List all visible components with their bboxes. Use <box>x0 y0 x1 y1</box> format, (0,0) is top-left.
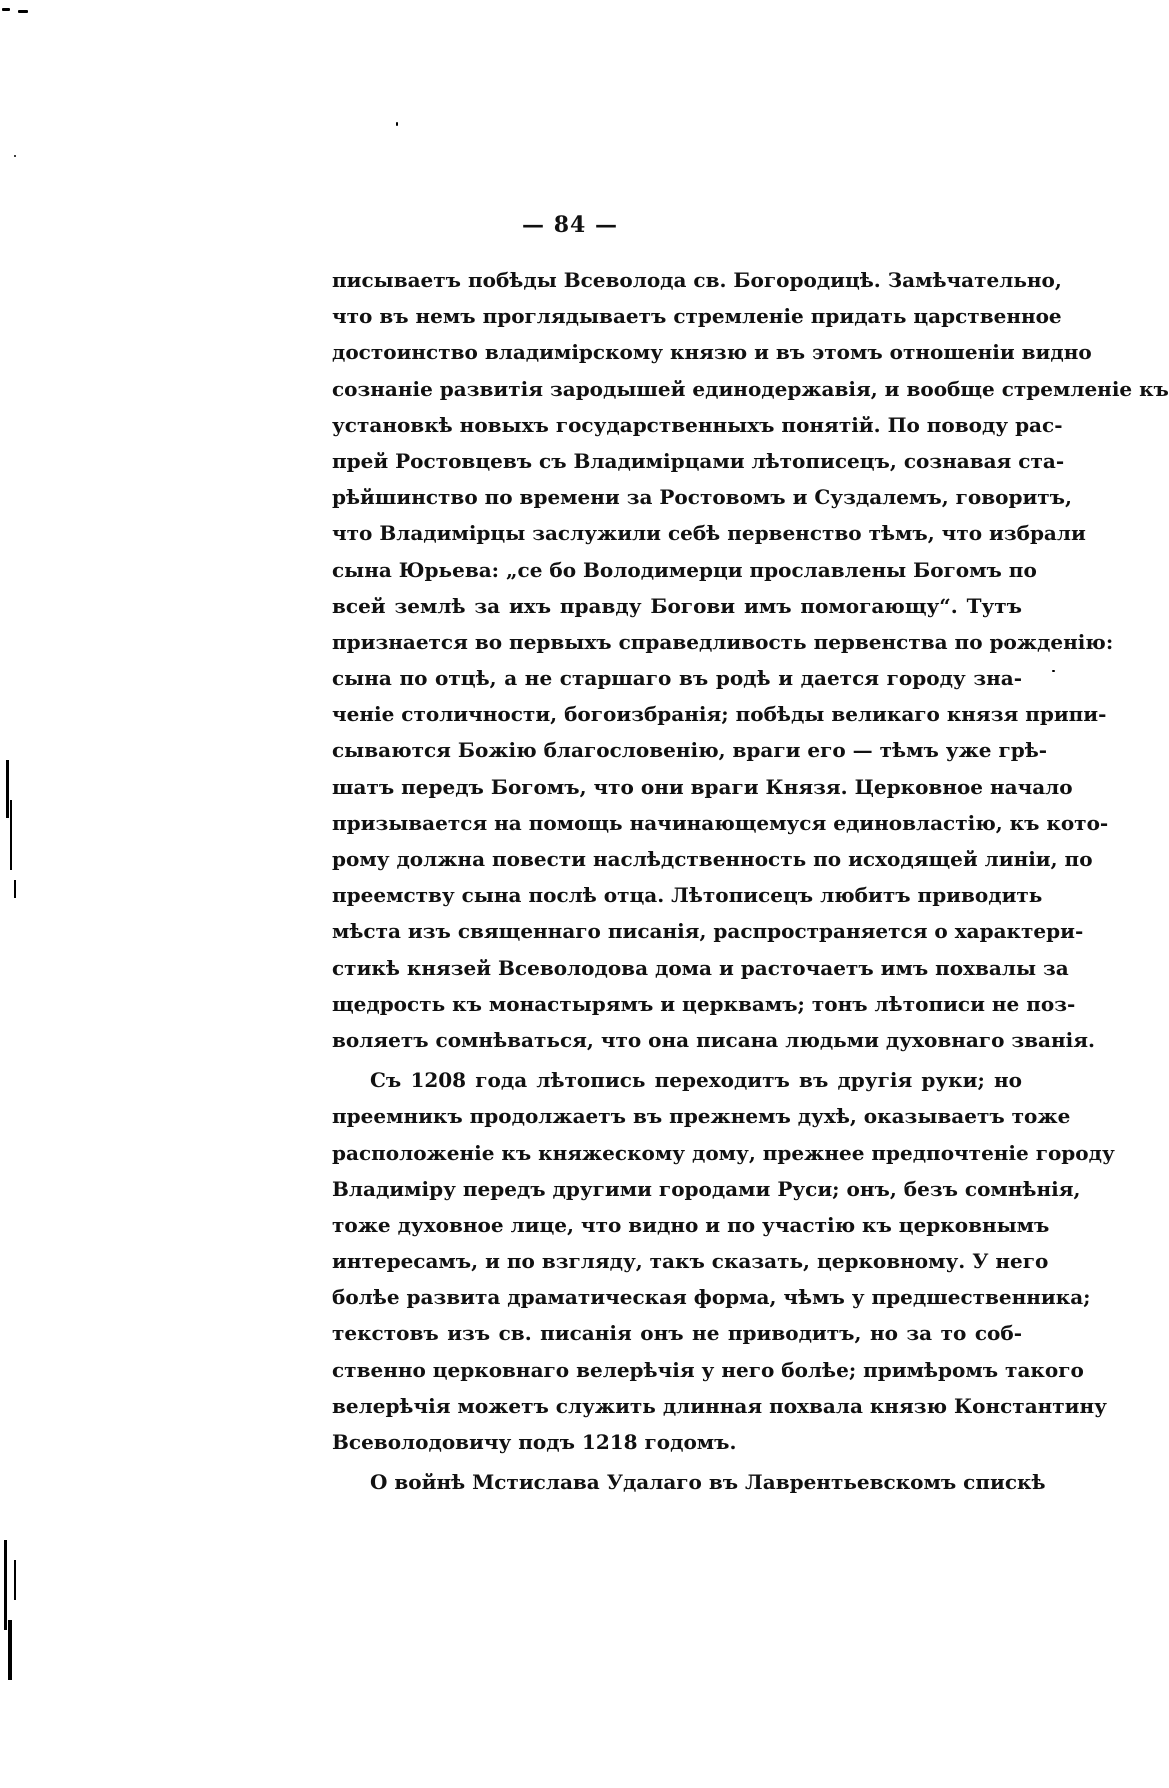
text-line: всей землѣ за ихъ правду Богови имъ помогающу“. Тутъ <box>332 593 1022 618</box>
text-line: текстовъ изъ св. писанія онъ не приводитъ, но за то соб- <box>332 1321 1022 1346</box>
scan-speck <box>2 8 10 11</box>
body-text <box>332 262 1169 1500</box>
text-line: ственно церковнаго велерѣчія у него болѣе; примѣромъ такого <box>332 1357 1084 1382</box>
text-line: преемникъ продолжаетъ въ прежнемъ духѣ, оказываетъ тоже <box>332 1104 1071 1129</box>
text-line: тоже духовное лице, что видно и по участію къ церковнымъ <box>332 1212 1050 1237</box>
paragraph-1 <box>332 262 1169 1058</box>
scan-edge-mark <box>4 1540 7 1630</box>
text-line: стикѣ князей Всеволодова дома и расточаетъ имъ похвалы за <box>332 955 1069 980</box>
text-line: сываются Божію благословенію, враги его — тѣмъ уже грѣ- <box>332 738 1048 763</box>
text-line: что Владимірцы заслужили себѣ первенство тѣмъ, что избрали <box>332 521 1086 546</box>
text-line: рѣйшинство по времени за Ростовомъ и Суздалемъ, говоритъ, <box>332 485 1072 510</box>
scan-edge-mark <box>10 800 12 870</box>
scan-edge-mark <box>6 760 9 818</box>
scan-edge-mark <box>8 1620 12 1680</box>
text-line: Всеволодовичу подъ 1218 годомъ. <box>332 1430 737 1454</box>
text-line: расположеніе къ княжескому дому, прежнее предпочтеніе городу <box>332 1140 1115 1165</box>
paragraph-3 <box>332 1464 1046 1500</box>
text-line: ченіе столичности, богоизбранія; побѣды великаго князя припи- <box>332 702 1107 727</box>
text-line: Съ 1208 года лѣтопись переходитъ въ другія руки; но <box>370 1068 1022 1093</box>
text-line: воляетъ сомнѣваться, что она писана людьми духовнаго званія. <box>332 1027 1095 1052</box>
text-line: признается во первыхъ справедливость первенства по рожденію: <box>332 629 1114 654</box>
text-line: болѣе развита драматическая форма, чѣмъ у предшественника; <box>332 1285 1091 1310</box>
text-line: шатъ передъ Богомъ, что они враги Князя. Церковное начало <box>332 774 1073 799</box>
text-line: преемству сына послѣ отца. Лѣтописецъ любитъ приводить <box>332 883 1043 908</box>
text-line: сына Юрьева: „се бо Володимерци прославлены Богомъ по <box>332 557 1037 582</box>
text-line: Владиміру передъ другими городами Руси; онъ, безъ сомнѣнія, <box>332 1176 1081 1201</box>
text-line: писываетъ побѣды Всеволода св. Богородицѣ. Замѣчательно, <box>332 268 1062 292</box>
text-line: О войнѣ Мстислава Удалаго въ Лаврентьевскомъ спискѣ <box>370 1470 1046 1495</box>
scan-edge-mark <box>14 1560 16 1600</box>
scan-speck <box>396 122 398 126</box>
scan-speck <box>14 155 16 157</box>
scan-edge-mark <box>14 880 16 898</box>
text-line: рому должна повести наслѣдственность по исходящей линіи, по <box>332 847 1093 871</box>
text-line: щедрость къ монастырямъ и церквамъ; тонъ лѣтописи не поз- <box>332 991 1076 1016</box>
scan-speck <box>1052 670 1055 672</box>
text-line: установкѣ новыхъ государственныхъ понятій. По поводу рас- <box>332 412 1063 437</box>
paragraph-2 <box>332 1062 1115 1460</box>
text-line: прей Ростовцевъ съ Владимірцами лѣтописецъ, сознавая ста- <box>332 448 1065 473</box>
scan-speck <box>18 10 28 13</box>
text-line: что въ немъ проглядываетъ стремленіе придать царственное <box>332 304 1062 329</box>
text-line: интересамъ, и по взгляду, такъ сказать, церковному. У него <box>332 1249 1049 1274</box>
text-line: велерѣчія можетъ служить длинная похвала князю Константину <box>332 1393 1107 1418</box>
text-line: призывается на помощь начинающемуся единовластію, къ кото- <box>332 810 1109 835</box>
text-line: сына по отцѣ, а не старшаго въ родѣ и дается городу зна- <box>332 666 1022 691</box>
page-number: — 84 — <box>522 212 618 238</box>
text-line: мѣста изъ священнаго писанія, распространяется о характери- <box>332 919 1084 944</box>
text-line: сознаніе развитія зародышей единодержавія, и вообще стремленіе къ <box>332 376 1169 401</box>
text-line: достоинство владимірскому князю и въ этомъ отношеніи видно <box>332 340 1092 365</box>
